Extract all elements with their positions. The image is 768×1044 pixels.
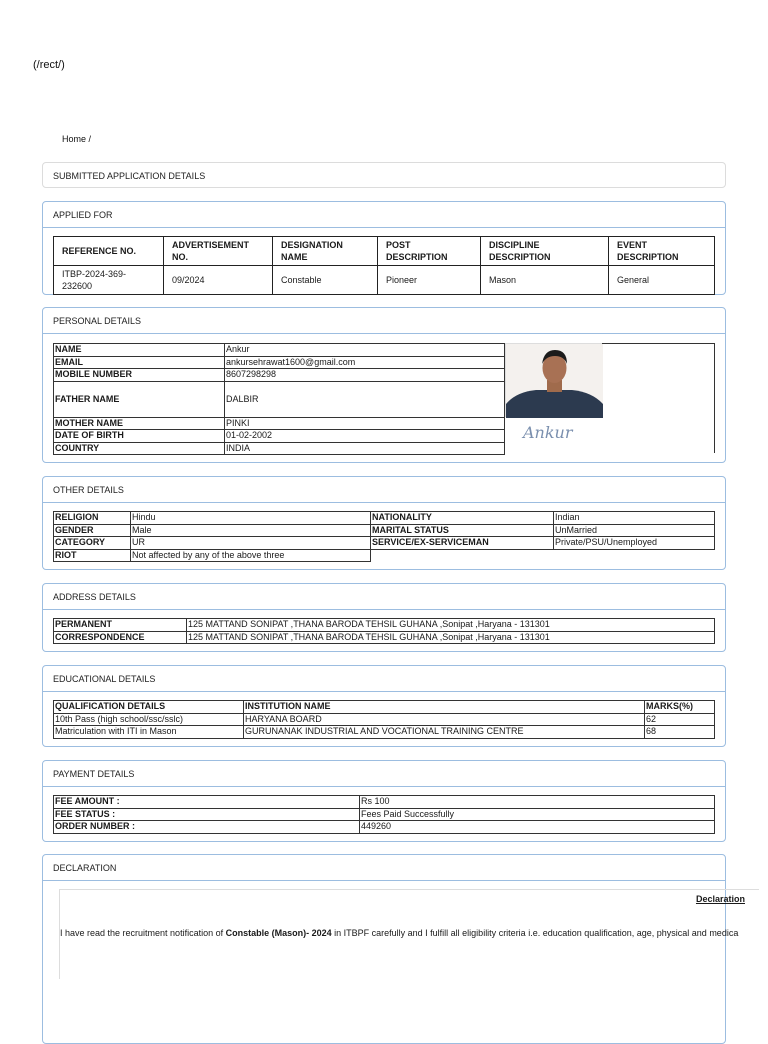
header-institution: INSTITUTION NAME [244,701,645,714]
country-value: INDIA [225,442,505,455]
marks-value: 62 [645,713,715,726]
dob-label: DATE OF BIRTH [54,430,225,443]
post-description-value: Pioneer [378,266,481,295]
service-label: SERVICE/EX-SERVICEMAN [371,537,554,550]
designation-name-value: Constable [273,266,378,295]
institution-value: GURUNANAK INDUSTRIAL AND VOCATIONAL TRAINING CENTRE [244,726,645,739]
empty-cell [371,549,554,562]
table-header-row [54,237,715,266]
country-label: COUNTRY [54,442,225,455]
header-qualification: QUALIFICATION DETAILS [54,701,244,714]
table-row [54,537,715,550]
riot-label: RIOT [54,549,131,562]
mother-name-label: MOTHER NAME [54,417,225,430]
gender-label: GENDER [54,524,131,537]
empty-cell [554,549,715,562]
personal-details-title: PERSONAL DETAILS [43,308,725,334]
payment-details-card [42,760,726,842]
applied-for-title: APPLIED FOR [43,202,725,228]
payment-details-table [53,795,715,834]
riot-value: Not affected by any of the above three [131,549,371,562]
correspondence-label: CORRESPONDENCE [54,631,187,644]
table-row [54,713,715,726]
address-details-title: ADDRESS DETAILS [43,584,725,610]
event-description-value: General [609,266,715,295]
table-row [54,549,715,562]
permanent-label: PERMANENT [54,619,187,632]
declaration-post-name: Constable (Mason)- 2024 [225,928,332,938]
marital-status-value: UnMarried [554,524,715,537]
payment-details-title: PAYMENT DETAILS [43,761,725,787]
email-value: ankursehrawat1600@gmail.com [225,356,505,369]
other-details-title: OTHER DETAILS [43,477,725,503]
father-name-label: FATHER NAME [54,381,225,417]
discipline-description-value: Mason [481,266,609,295]
table-row [54,796,715,809]
header-designation-name: DESIGNATION NAME [273,237,378,266]
advertisement-no-value: 09/2024 [164,266,273,295]
institution-value: HARYANA BOARD [244,713,645,726]
category-value: UR [131,537,371,550]
header-marks: MARKS(%) [645,701,715,714]
nationality-value: Indian [554,512,715,525]
table-row [54,821,715,834]
rect-text: (/rect/) [33,59,65,71]
table-row [54,442,505,455]
other-details-table [53,511,715,562]
table-row [54,430,505,443]
declaration-heading: Declaration [695,894,745,904]
submitted-application-title: SUBMITTED APPLICATION DETAILS [53,171,206,181]
applied-for-card [42,201,726,295]
religion-label: RELIGION [54,512,131,525]
table-row [54,266,715,295]
fee-amount-value: Rs 100 [360,796,715,809]
table-header-row [54,701,715,714]
correspondence-value: 125 MATTAND SONIPAT ,THANA BARODA TEHSIL GUHANA ,Sonipat ,Haryana - 131301 [187,631,715,644]
table-row [54,381,505,417]
personal-details-card [42,307,726,463]
educational-details-title: EDUCATIONAL DETAILS [43,666,725,692]
personal-details-table [53,343,505,455]
qualification-value: Matriculation with ITI in Mason [54,726,244,739]
header-advertisement-no: ADVERTISEMENT NO. [164,237,273,266]
dob-value: 01-02-2002 [225,430,505,443]
header-event-description: EVENT DESCRIPTION [609,237,715,266]
table-row [54,356,505,369]
header-post-description: POST DESCRIPTION [378,237,481,266]
table-row [54,369,505,382]
fee-status-label: FEE STATUS : [54,808,360,821]
order-number-value: 449260 [360,821,715,834]
mother-name-value: PINKI [225,417,505,430]
order-number-label: ORDER NUMBER : [54,821,360,834]
declaration-text-end: in ITBPF carefully and I fulfill all eligibility criteria i.e. education qualification, age, physical and medica [331,928,739,938]
name-value: Ankur [225,344,505,357]
applied-for-table [53,236,715,295]
educational-details-card [42,665,726,747]
candidate-photo [505,343,602,417]
table-row [54,524,715,537]
educational-details-table [53,700,715,739]
table-row [54,344,505,357]
name-label: NAME [54,344,225,357]
father-name-value: DALBIR [225,381,505,417]
religion-value: Hindu [131,512,371,525]
reference-no-value: ITBP-2024-369-232600 [54,266,164,295]
gender-value: Male [131,524,371,537]
mobile-label: MOBILE NUMBER [54,369,225,382]
nationality-label: NATIONALITY [371,512,554,525]
email-label: EMAIL [54,356,225,369]
other-details-card [42,476,726,570]
submitted-application-card [42,162,726,188]
qualification-value: 10th Pass (high school/ssc/sslc) [54,713,244,726]
table-row [54,512,715,525]
table-row [54,619,715,632]
mobile-value: 8607298298 [225,369,505,382]
service-value: Private/PSU/Unemployed [554,537,715,550]
category-label: CATEGORY [54,537,131,550]
marks-value: 68 [645,726,715,739]
fee-status-value: Fees Paid Successfully [360,808,715,821]
declaration-card [42,854,745,1044]
fee-amount-label: FEE AMOUNT : [54,796,360,809]
header-discipline-description: DISCIPLINE DESCRIPTION [481,237,609,266]
breadcrumb[interactable]: Home / [62,134,92,144]
declaration-box [59,889,759,979]
table-row [54,631,715,644]
marital-status-label: MARITAL STATUS [371,524,554,537]
address-details-table [53,618,715,644]
address-details-card [42,583,726,652]
declaration-title: DECLARATION [43,855,725,881]
signature-image: Ankur [523,423,573,442]
table-row [54,808,715,821]
table-row [54,417,505,430]
permanent-value: 125 MATTAND SONIPAT ,THANA BARODA TEHSIL GUHANA ,Sonipat ,Haryana - 131301 [187,619,715,632]
header-reference-no: REFERENCE NO. [54,237,164,266]
declaration-text [60,928,738,938]
photo-image-icon [506,344,603,418]
declaration-text-start: I have read the recruitment notification of [60,928,226,938]
table-row [54,726,715,739]
